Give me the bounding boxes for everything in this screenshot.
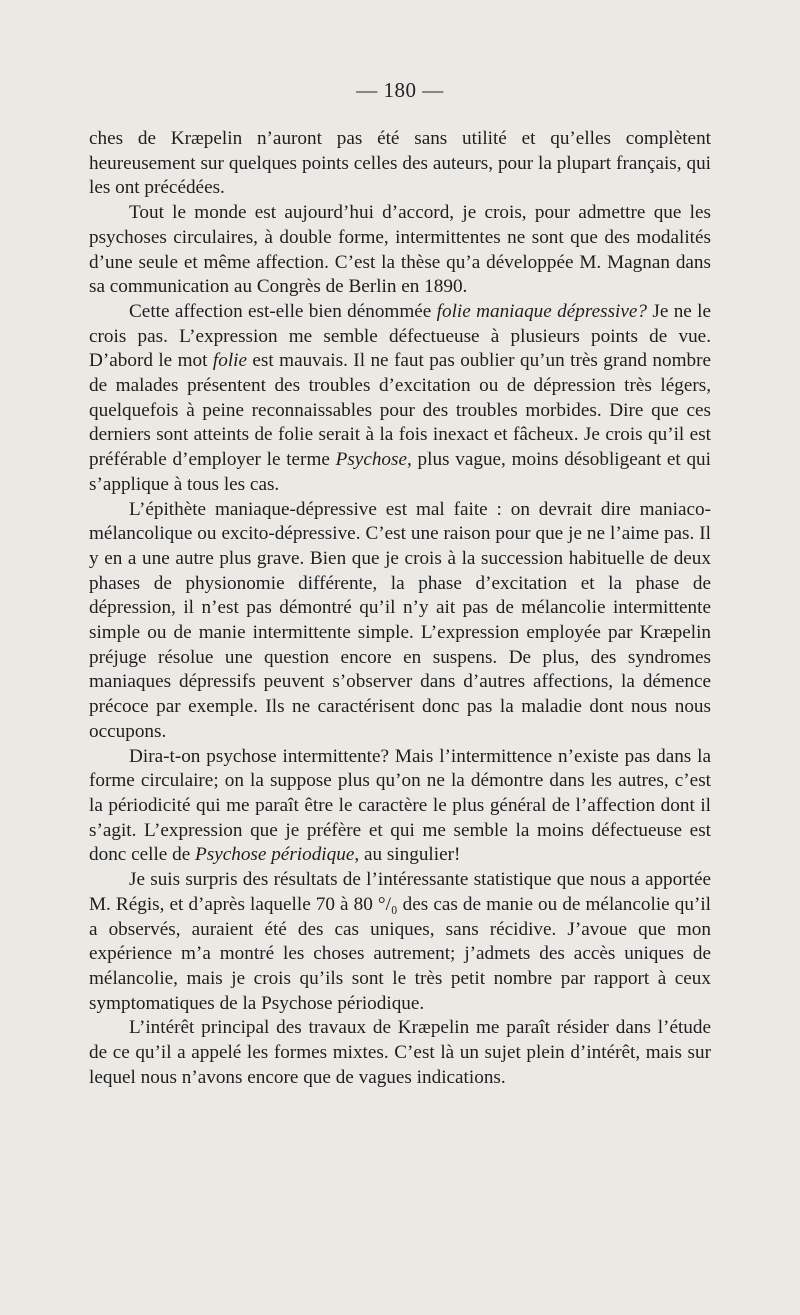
paragraph <box>89 498 711 745</box>
italic-text: folie <box>212 350 247 372</box>
text-run: L’épithète maniaque-dépressive est mal faite : on devrait dire maniaco-mélancolique ou excito-dépressive. C’est une raison pour que je ne l’aime pas. Il y en a une autre plus grave. Bien que je crois à la succession habituelle de deux phases de physionomie différente, la phase d’excitation et la phase de dépression, il n’est pas démontré qu’il n’y ait pas de mélancolie intermittente simple ou de manie intermittente simple. L’expression employée par Kræpelin préjuge résolue une question encore en suspens. De plus, des syndromes maniaques dépressifs peuvent s’observer dans d’autres affections, la démence précoce par exemple. Ils ne caractérisent donc pas la maladie dont nous nous occupons. <box>89 498 711 742</box>
text-run: ches de Kræpelin n’auront pas été sans utilité et qu’elles complètent heureusement sur quelques points celles des auteurs, pour la plupart français, qui les ont précédées. <box>89 128 711 199</box>
paragraph <box>89 868 711 1016</box>
paragraph <box>89 745 711 869</box>
italic-text: folie maniaque dépressive? <box>436 300 648 322</box>
text-run: , au singulier! <box>354 844 461 866</box>
paragraph <box>89 127 711 201</box>
text-run: est mauvais. Il ne faut pas oublier qu’un très grand nombre de malades présentent des troubles d’excitation ou de dépression très légers, quelquefois à peine reconnaissables pour des troubles morbides. Dire que ces derniers sont atteints de folie serait à la fois inexact et fâcheux. Je crois qu’il est préférable d’employer le terme <box>89 350 711 471</box>
text-run: Je ne le crois pas. L’expression me semble défectueuse à plusieurs points de vue. D’abord le mot <box>89 300 711 372</box>
paragraph <box>89 300 711 498</box>
body-text <box>89 127 711 1090</box>
text-run: , plus vague, moins désobligeant et qui s’applique à tous les cas. <box>89 449 711 495</box>
italic-text: Psychose périodique <box>195 844 355 866</box>
text-run: Dira-t-on psychose intermittente? Mais l’intermittence n’existe pas dans la forme circulaire; on la suppose plus qu’on ne la démontre dans les autres, c’est la périodicité qui me paraît être le caractère le plus général de l’affection dont il s’agit. L’expression que je préfère et qui me semble la moins défectueuse est donc celle de <box>89 745 711 866</box>
text-run: Tout le monde est aujourd’hui d’accord, je crois, pour admettre que les psychoses circulaires, à double forme, intermittentes ne sont que des modalités d’une seule et même affection. C’est la thèse qu’a développée M. Magnan dans sa communication au Congrès de Berlin en 1890. <box>89 202 711 298</box>
text-run: L’intérêt principal des travaux de Kræpelin me paraît résider dans l’étude de ce qu’il a appelé les formes mixtes. C’est là un sujet plein d’intérêt, mais sur lequel nous n’avons encore que de vagues indications. <box>89 1017 711 1088</box>
page-number-header: — 180 — <box>356 78 444 102</box>
text-run: Je suis surpris des résultats de l’intéressante statistique que nous a apportée M. Régis, et d’après laquelle 70 à 80 °/₀ des cas de manie ou de mélancolie qu’il a observés, auraient été des cas uniques, sans récidive. J’avoue que mon expérience m’a montré les choses autrement; j’admets des accès uniques de mélancolie, mais je crois qu’ils sont le très petit nombre par rapport à ceux symptomatiques de la Psychose périodique. <box>89 869 711 1014</box>
paragraph <box>89 1016 711 1090</box>
paragraph <box>89 201 711 300</box>
text-run: Cette affection est-elle bien dénommée <box>129 300 437 322</box>
italic-text: Psychose <box>335 449 408 471</box>
